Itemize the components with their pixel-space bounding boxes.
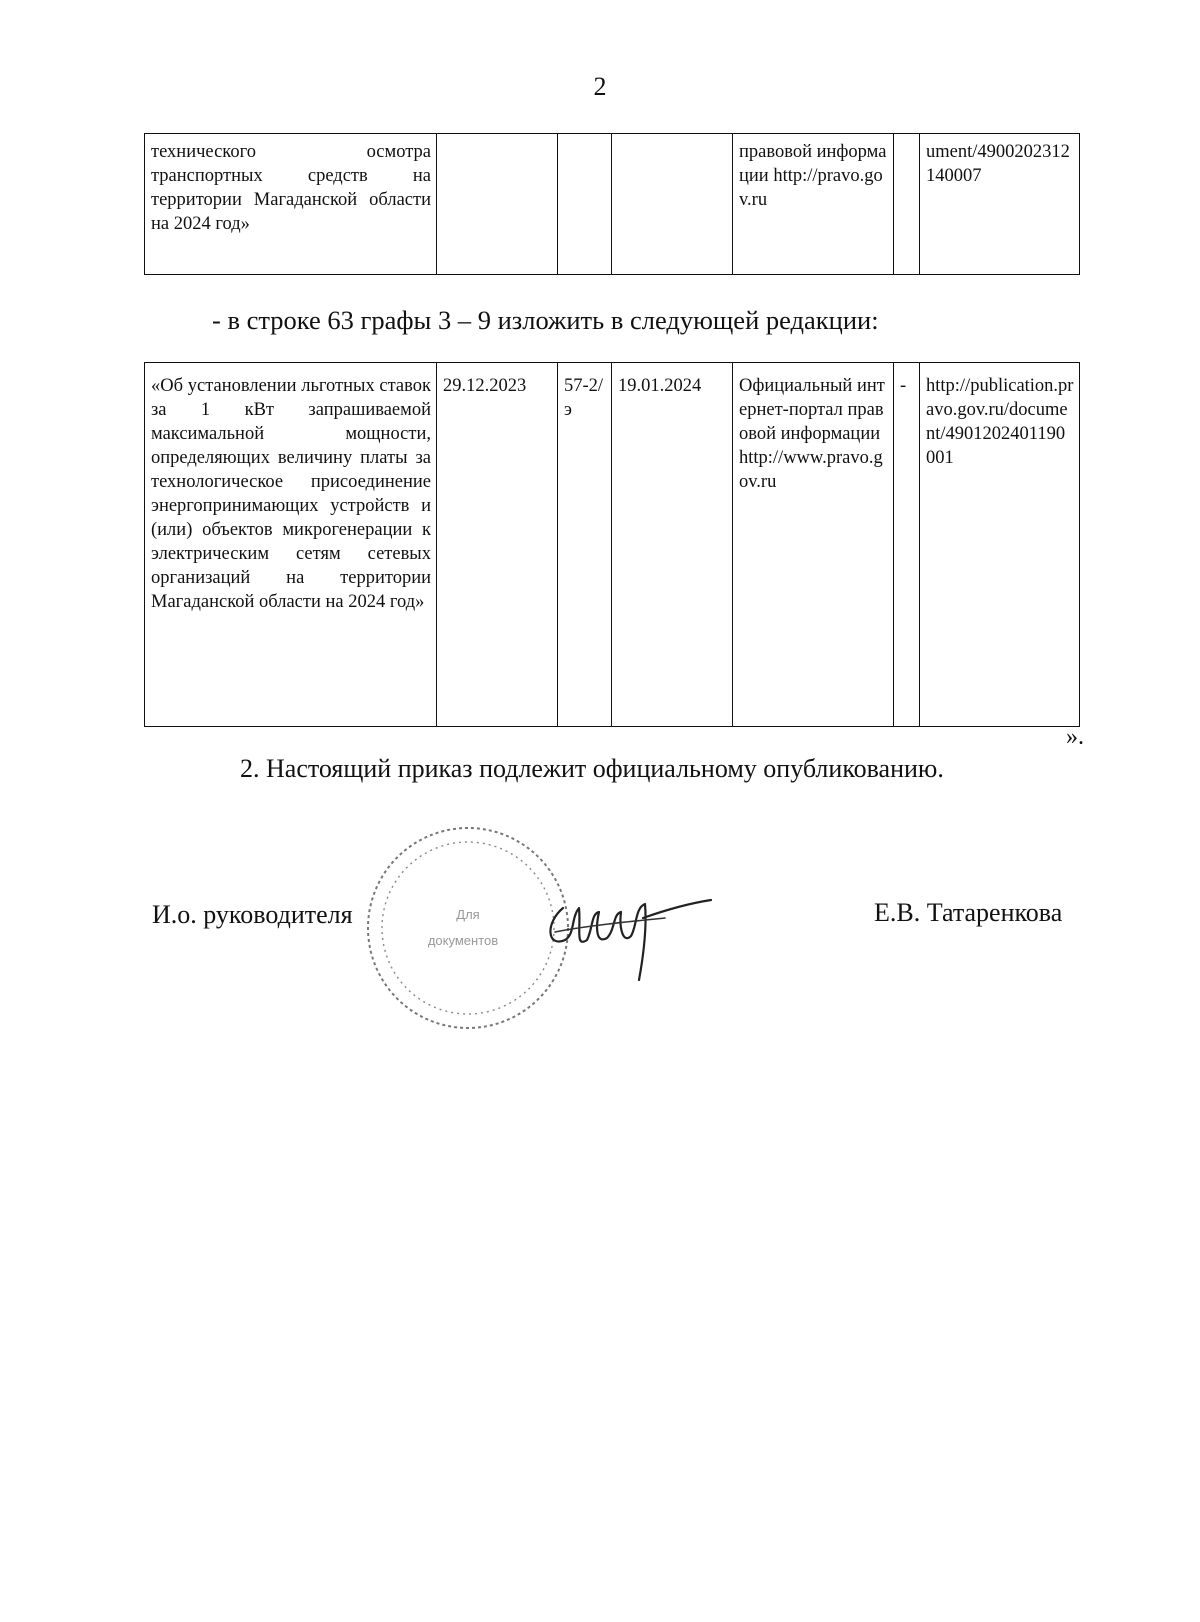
table-cell-url: http://publication.pravo.gov.ru/document/4901202401190001 xyxy=(920,363,1080,727)
table-cell-date xyxy=(437,134,558,275)
table-cell-url: ument/4900202312140007 xyxy=(920,134,1080,275)
table-cell-publication-date xyxy=(612,134,733,275)
closing-quote: ». xyxy=(1066,724,1084,750)
page-number: 2 xyxy=(593,72,607,101)
table-cell-publication-date: 19.01.2024 xyxy=(612,363,733,727)
publication-paragraph: 2. Настоящий приказ подлежит официальному опубликованию. xyxy=(240,754,944,783)
table-cell-title: технического осмотра транспортных средств на территории Магаданской области на 2024 год» xyxy=(145,134,437,275)
handwritten-signature xyxy=(535,878,715,988)
signer-name: Е.В. Татаренкова xyxy=(874,898,1063,927)
table-cell-empty xyxy=(894,134,920,275)
signer-title: И.о. руководителя xyxy=(152,900,353,929)
instruction-text: - в строке 63 графы 3 – 9 изложить в следующей редакции: xyxy=(212,305,879,335)
table-cell-number: 57-2/э xyxy=(558,363,612,727)
table-cell-source: Официальный интернет-портал правовой информации http://www.pravo.gov.ru xyxy=(733,363,894,727)
table-cell-title: «Об установлении льготных ставок за 1 кВт запрашиваемой максимальной мощности, определяющих величину платы за технологическое присоединение энергопринимающих устройств и (или) объектов микрогенерации к электрическим сетям сетевых организаций на территории Магаданской области на 2024 год» xyxy=(145,363,437,727)
table-cell-dash: - xyxy=(894,363,920,727)
row-63-table xyxy=(144,362,1080,727)
table-cell-source: правовой информации http://pravo.gov.ru xyxy=(733,134,894,275)
seal-text-line-2: документов xyxy=(427,933,499,948)
table-cell-date: 29.12.2023 xyxy=(437,363,558,727)
continued-table xyxy=(144,133,1080,275)
table-row xyxy=(145,134,1080,275)
table-row xyxy=(145,363,1080,727)
table-cell-number xyxy=(558,134,612,275)
seal-text-line-1: Для xyxy=(456,907,480,922)
